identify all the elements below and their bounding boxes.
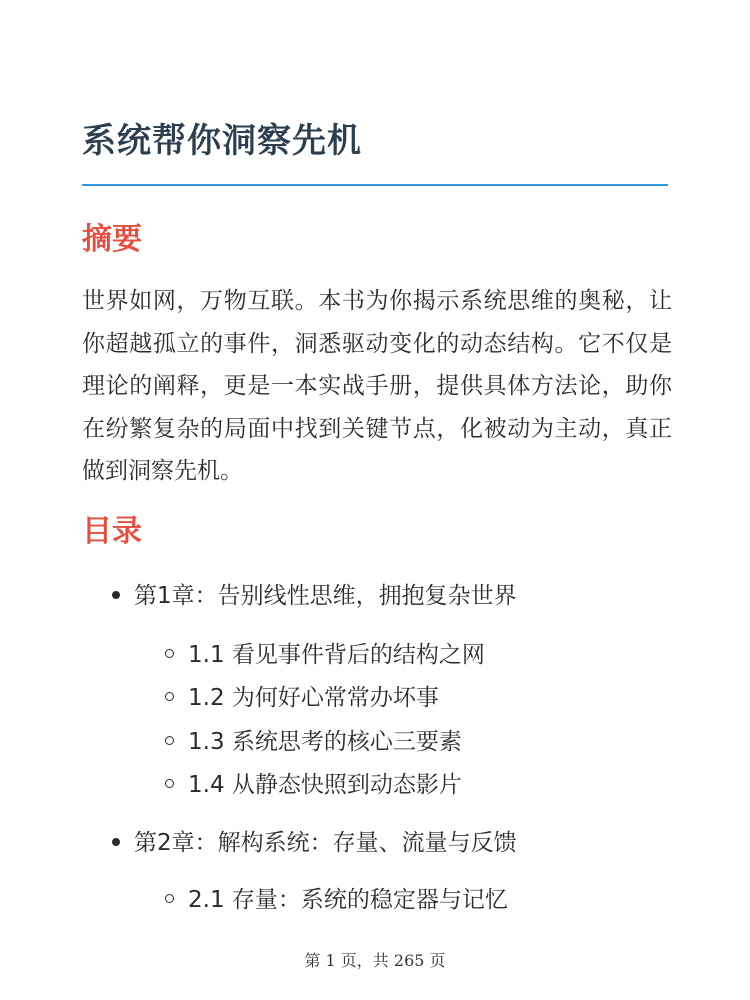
bullet-disc-icon: [112, 591, 120, 599]
bullet-circle-icon: [165, 736, 174, 745]
toc-chapter-label: 第2章：解构系统：存量、流量与反馈: [134, 830, 517, 856]
toc-chapter-1: [112, 580, 517, 612]
document-title: 系统帮你洞察先机: [82, 121, 362, 161]
toc-section-1-3: [165, 726, 462, 758]
bullet-circle-icon: [165, 649, 174, 658]
toc-heading: 目录: [82, 514, 142, 549]
abstract-text: 世界如网，万物互联。本书为你揭示系统思维的奥秘，让你超越孤立的事件，洞悉驱动变化的动态结构。它不仅是理论的阐释，更是一本实战手册，提供具体方法论，助你在纷繁复杂的局面中找到关键节点，化被动为主动，真正做到洞察先机。: [82, 288, 672, 484]
toc-section-2-1: [165, 884, 508, 916]
toc-section-1-4: [165, 769, 462, 801]
title-divider: [82, 184, 668, 186]
bullet-disc-icon: [112, 838, 120, 846]
toc-chapter-label: 第1章：告别线性思维，拥抱复杂世界: [134, 583, 517, 609]
bullet-circle-icon: [165, 894, 174, 903]
toc-section-label: 2.1 存量：系统的稳定器与记忆: [188, 887, 508, 913]
toc-chapter-2: [112, 827, 517, 859]
bullet-circle-icon: [165, 692, 174, 701]
toc-section-label: 1.4 从静态快照到动态影片: [188, 772, 462, 798]
toc-section-1-2: [165, 682, 439, 714]
bullet-circle-icon: [165, 779, 174, 788]
toc-section-label: 1.2 为何好心常常办坏事: [188, 685, 439, 711]
toc-section-1-1: [165, 639, 485, 671]
page-footer: 第 1 页，共 265 页: [304, 951, 446, 970]
toc-section-label: 1.1 看见事件背后的结构之网: [188, 642, 485, 668]
toc-section-label: 1.3 系统思考的核心三要素: [188, 729, 462, 755]
abstract-heading: 摘要: [82, 222, 142, 257]
